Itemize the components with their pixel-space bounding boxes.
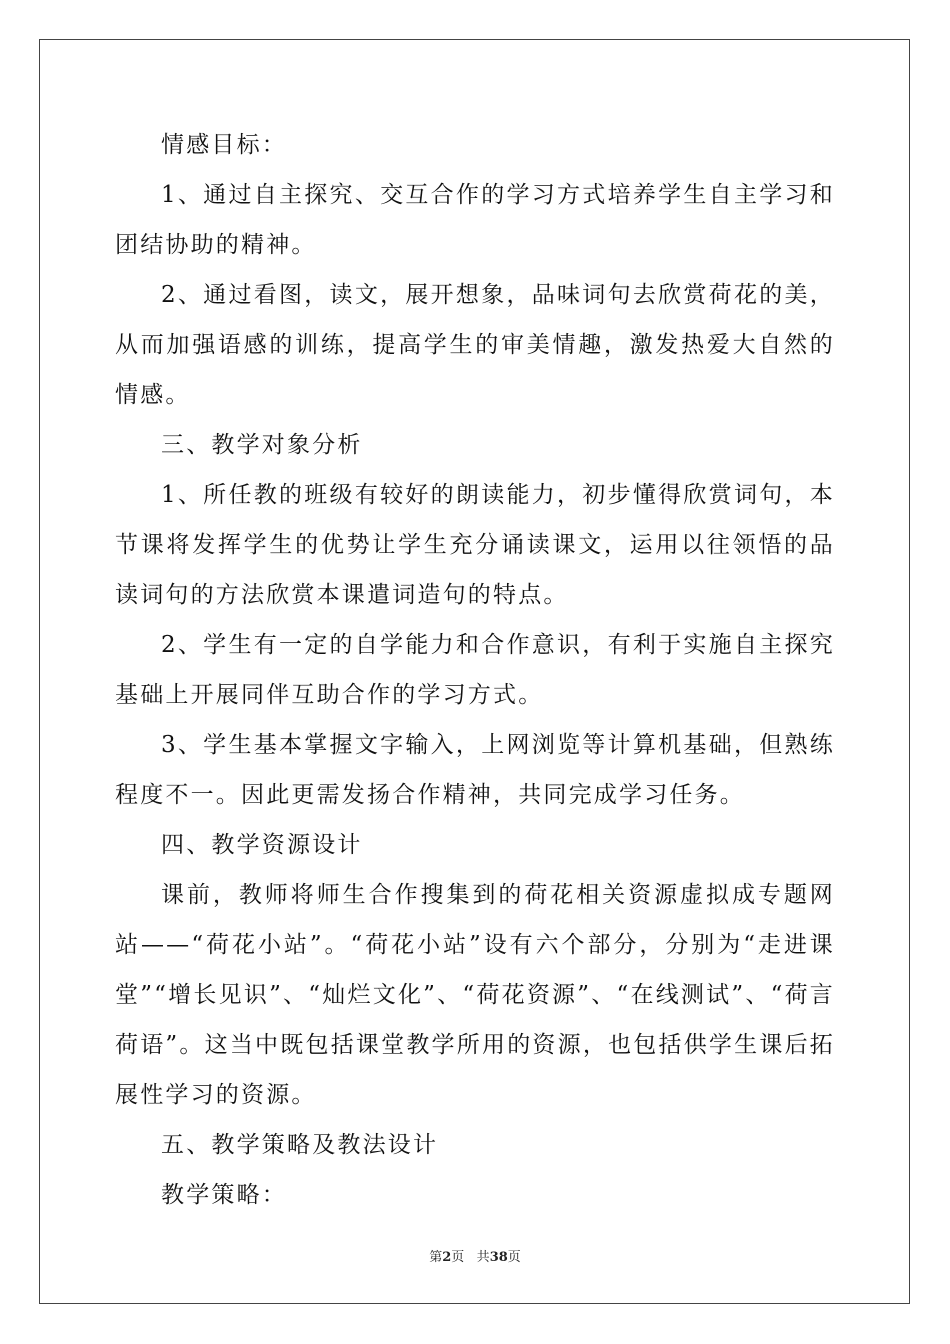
paragraph-resources: 课前，教师将师生合作搜集到的荷花相关资源虚拟成专题网站——“荷花小站”。“荷花小站”设有六个部分，分别为“走进课堂”“增长见识”、“灿烂文化”、“荷花资源”、“在线测试”、“荷言荷语”。这当中既包括课堂教学所用的资源，也包括供学生课后拓展性学习的资源。 bbox=[115, 882, 835, 1108]
section-heading-3: 三、教学对象分析 bbox=[161, 432, 363, 458]
page-prefix: 第 bbox=[429, 1250, 443, 1265]
paragraph-analysis-1: 1、所任教的班级有较好的朗读能力，初步懂得欣赏词句，本节课将发挥学生的优势让学生充分诵读课文，运用以往领悟的品读词句的方法欣赏本课遣词造句的特点。 bbox=[115, 482, 835, 608]
paragraph-emotional-goals-heading: 情感目标： bbox=[161, 132, 287, 158]
total-suffix: 页 bbox=[507, 1250, 521, 1265]
page-footer bbox=[0, 1246, 950, 1265]
paragraph-analysis-3: 3、学生基本掌握文字输入，上网浏览等计算机基础，但熟练程度不一。因此更需发扬合作精神，共同完成学习任务。 bbox=[115, 732, 835, 808]
paragraph-strategy-label: 教学策略： bbox=[161, 1182, 287, 1208]
page-number: 2 bbox=[442, 1250, 452, 1265]
document-body bbox=[115, 120, 835, 1220]
page-suffix: 页 bbox=[451, 1250, 465, 1265]
section-heading-4: 四、教学资源设计 bbox=[161, 832, 363, 858]
total-prefix: 共 bbox=[476, 1250, 490, 1265]
total-pages: 38 bbox=[489, 1250, 508, 1265]
section-heading-5: 五、教学策略及教法设计 bbox=[161, 1132, 439, 1158]
paragraph-goal-2: 2、通过看图，读文，展开想象，品味词句去欣赏荷花的美，从而加强语感的训练，提高学生的审美情趣，激发热爱大自然的情感。 bbox=[115, 282, 835, 408]
paragraph-analysis-2: 2、学生有一定的自学能力和合作意识，有利于实施自主探究基础上开展同伴互助合作的学习方式。 bbox=[115, 632, 835, 708]
paragraph-goal-1: 1、通过自主探究、交互合作的学习方式培养学生自主学习和团结协助的精神。 bbox=[115, 182, 835, 258]
